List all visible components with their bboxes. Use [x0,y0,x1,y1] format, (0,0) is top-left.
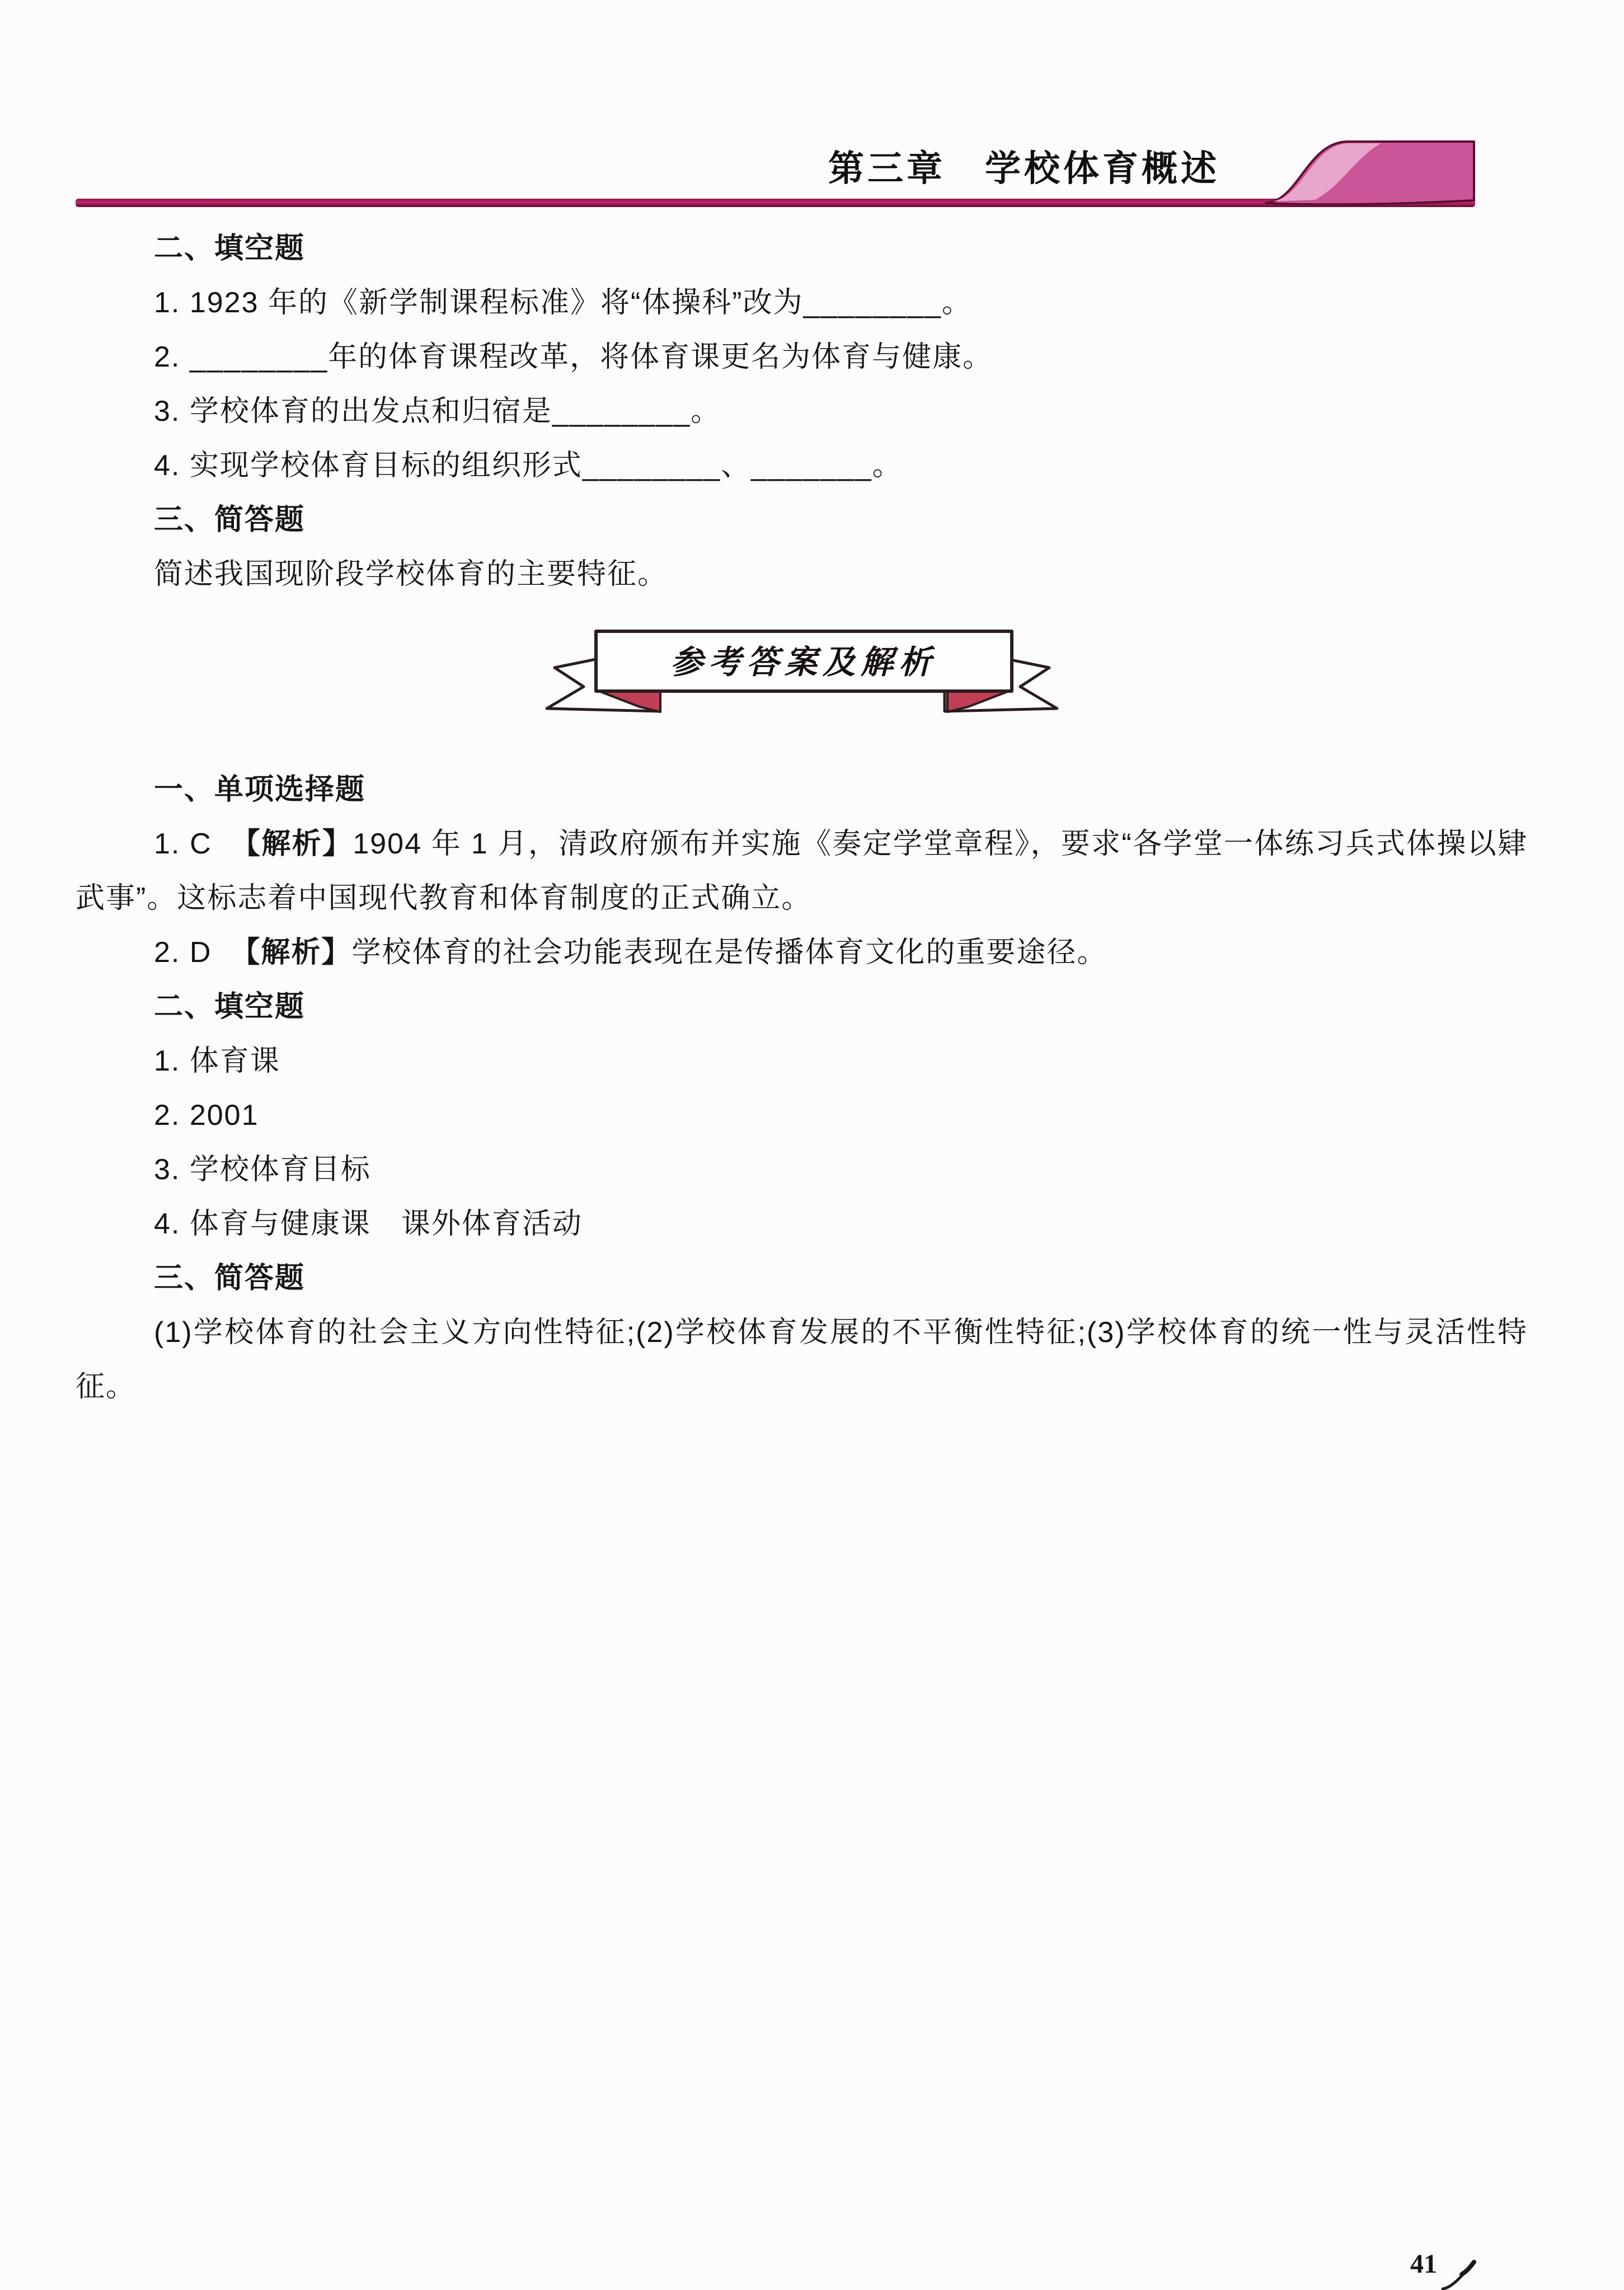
analysis-tag: 【解析】 [231,936,352,969]
ribbon-label: 参考答案及解析 [670,643,937,681]
answer-fill-3: 3. 学校体育目标 [154,1153,371,1186]
fill-blank-question-1: 1. 1923 年的《新学制课程标准》将“体操科”改为________。 [154,287,972,319]
answer-text: 学校体育的社会功能表现在是传播体育文化的重要途径。 [351,936,1107,969]
answer-choice-2 [76,926,1528,980]
fill-blank-question-2: 2. ________年的体育课程改革，将体育课更名为体育与健康。 [154,341,993,373]
answer-heading-short: 三、简答题 [154,1262,306,1294]
fill-blank-question-4: 4. 实现学校体育目标的组织形式________、_______。 [154,449,903,482]
analysis-tag: 【解析】 [231,828,353,860]
short-answer-question: 简述我国现阶段学校体育的主要特征。 [154,558,668,590]
page-content [76,222,1528,1414]
page-number-area [1410,2249,1479,2290]
answer-number: 1. C [154,828,212,860]
page-number: 41 [1410,2249,1437,2279]
chapter-header-banner [0,0,1624,235]
answer-fill-2: 2. 2001 [154,1099,259,1132]
answer-text: 1904 年 1 月，清政府颁布并实施《奏定学堂章程》，要求“各学堂一体练习兵式体操以肄武事”。这标志着中国现代教育和体育制度的正式确立。 [76,828,1528,914]
answer-fill-4: 4. 体育与健康课 课外体育活动 [154,1208,583,1240]
answer-number: 2. D [154,936,212,969]
answer-ribbon-banner [76,602,1528,763]
section-heading-fill-blank: 二、填空题 [154,232,306,265]
page-number-swoosh-mark [1439,2258,1479,2290]
chapter-title: 第三章 学校体育概述 [828,148,1220,189]
fill-blank-question-3: 3. 学校体育的出发点和归宿是________。 [154,395,721,428]
section-heading-short-answer: 三、简答题 [154,504,306,536]
answer-fill-1: 1. 体育课 [154,1045,280,1077]
ribbon-graphic [545,624,1059,728]
answer-short-text: (1)学校体育的社会主义方向性特征;(2)学校体育发展的不平衡性特征;(3)学校体育的统一性与灵活性特征。 [76,1316,1528,1403]
answer-heading-fill-blank: 二、填空题 [154,991,306,1023]
answer-choice-1 [76,817,1528,926]
answer-heading-choice: 一、单项选择题 [154,773,366,806]
